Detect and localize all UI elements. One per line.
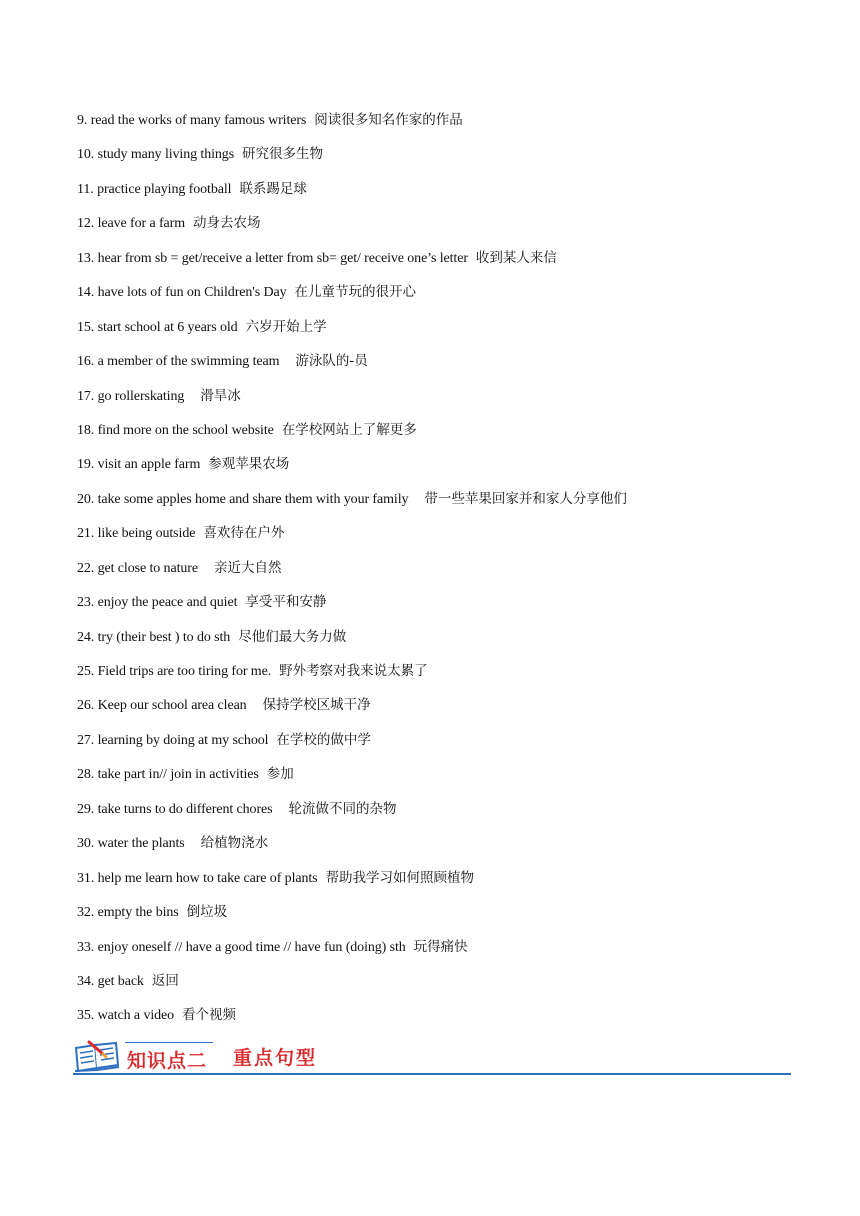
- phrase-chinese: 轮流做不同的杂物: [288, 800, 397, 817]
- phrase-english: 34. get back: [77, 973, 144, 989]
- phrase-english: 24. try (their best ) to do sth: [77, 629, 231, 645]
- phrase-english: 28. take part in// join in activities: [77, 767, 259, 783]
- phrase-english: 17. go rollerskating: [77, 388, 185, 404]
- phrase-item: [77, 386, 807, 420]
- phrase-item: [77, 144, 807, 178]
- section-title: 重点句型: [233, 1047, 318, 1069]
- phrase-item: [77, 282, 807, 316]
- phrase-chinese: 阅读很多知名作家的作品: [314, 112, 463, 128]
- phrase-item: [77, 627, 807, 661]
- phrase-item: [77, 868, 807, 902]
- phrase-item: [77, 110, 807, 144]
- phrase-chinese: 喜欢待在户外: [203, 525, 285, 542]
- phrase-item: [77, 937, 807, 971]
- phrase-chinese: 玩得痛快: [413, 938, 468, 955]
- phrase-chinese: 参加: [266, 766, 294, 783]
- phrase-item: [77, 902, 807, 936]
- phrase-english: 12. leave for a farm: [77, 216, 185, 232]
- phrase-item: [77, 489, 807, 523]
- phrase-english: 14. have lots of fun on Children's Day: [77, 285, 287, 301]
- phrase-chinese: 在学校网站上了解更多: [281, 421, 417, 438]
- phrase-item: [77, 351, 807, 385]
- phrase-english: 30. water the plants: [77, 836, 185, 852]
- phrase-chinese: 享受平和安静: [245, 594, 327, 611]
- phrase-english: 22. get close to nature: [77, 560, 198, 576]
- phrase-chinese: 在学校的做中学: [276, 731, 371, 748]
- phrase-chinese: 滑旱冰: [200, 387, 241, 404]
- phrase-chinese: 野外考察对我来说太累了: [279, 663, 428, 679]
- phrase-chinese: 给植物浇水: [200, 835, 269, 852]
- phrase-english: 19. visit an apple farm: [77, 457, 201, 473]
- phrase-english: 29. take turns to do different chores: [77, 801, 273, 817]
- phrase-english: 16. a member of the swimming team: [77, 354, 280, 370]
- phrase-item: [77, 523, 807, 557]
- phrase-list: [77, 110, 807, 1040]
- phrase-chinese: 亲近大自然: [213, 559, 282, 576]
- phrase-english: 26. Keep our school area clean: [77, 698, 247, 714]
- phrase-english: 11. practice playing football: [77, 181, 232, 197]
- phrase-item: [77, 454, 807, 488]
- phrase-item: [77, 592, 807, 626]
- phrase-item: [77, 558, 807, 592]
- phrase-chinese: 收到某人来信: [475, 249, 557, 266]
- phrase-chinese: 参观苹果农场: [208, 456, 290, 473]
- phrase-item: [77, 730, 807, 764]
- phrase-chinese: 倒垃圾: [186, 904, 228, 921]
- section-header: [73, 1038, 791, 1078]
- phrase-english: 15. start school at 6 years old: [77, 319, 238, 335]
- section-topline: [125, 1042, 213, 1043]
- phrase-chinese: 看个视频: [182, 1007, 237, 1024]
- phrase-chinese: 返回: [151, 972, 179, 989]
- section-label: 知识点二: [127, 1050, 208, 1072]
- phrase-english: 31. help me learn how to take care of plants: [77, 870, 318, 886]
- phrase-english: 21. like being outside: [77, 526, 196, 542]
- phrase-item: [77, 971, 807, 1005]
- phrase-english: 23. enjoy the peace and quiet: [77, 595, 238, 611]
- phrase-english: 10. study many living things: [77, 147, 235, 163]
- phrase-chinese: 游泳队的-员: [295, 353, 368, 370]
- phrase-chinese: 动身去农场: [193, 215, 261, 232]
- phrase-english: 13. hear from sb = get/receive a letter from sb= get/ receive one’s letter: [77, 250, 468, 266]
- phrase-item: [77, 799, 807, 833]
- phrase-item: [77, 420, 807, 454]
- phrase-item: [77, 213, 807, 247]
- phrase-chinese: 帮助我学习如何照顾植物: [325, 869, 475, 886]
- phrase-chinese: 尽他们最大务力做: [238, 628, 347, 645]
- phrase-chinese: 联系踢足球: [239, 180, 307, 197]
- phrase-chinese: 保持学校区城干净: [262, 697, 371, 714]
- phrase-item: [77, 1005, 807, 1039]
- phrase-english: 9. read the works of many famous writers: [77, 113, 307, 128]
- phrase-chinese: 六岁开始上学: [245, 318, 327, 335]
- phrase-chinese: 研究很多生物: [242, 146, 324, 163]
- phrase-chinese: 带一些苹果回家并和家人分享他们: [424, 490, 627, 507]
- phrase-english: 18. find more on the school website: [77, 422, 274, 438]
- phrase-english: 20. take some apples home and share them with your family: [77, 491, 409, 507]
- section-divider: [73, 1073, 791, 1075]
- phrase-english: 25. Field trips are too tiring for me.: [77, 664, 272, 679]
- phrase-english: 33. enjoy oneself // have a good time // have fun (doing) sth: [77, 939, 406, 955]
- phrase-item: [77, 179, 807, 213]
- phrase-english: 27. learning by doing at my school: [77, 732, 269, 748]
- phrase-item: [77, 317, 807, 351]
- phrase-english: 35. watch a video: [77, 1008, 175, 1024]
- open-book-icon: [73, 1040, 121, 1074]
- phrase-item: [77, 695, 807, 729]
- phrase-item: [77, 661, 807, 695]
- phrase-item: [77, 764, 807, 798]
- phrase-item: [77, 833, 807, 867]
- phrase-item: [77, 248, 807, 282]
- phrase-chinese: 在儿童节玩的很开心: [294, 284, 416, 301]
- phrase-english: 32. empty the bins: [77, 905, 179, 921]
